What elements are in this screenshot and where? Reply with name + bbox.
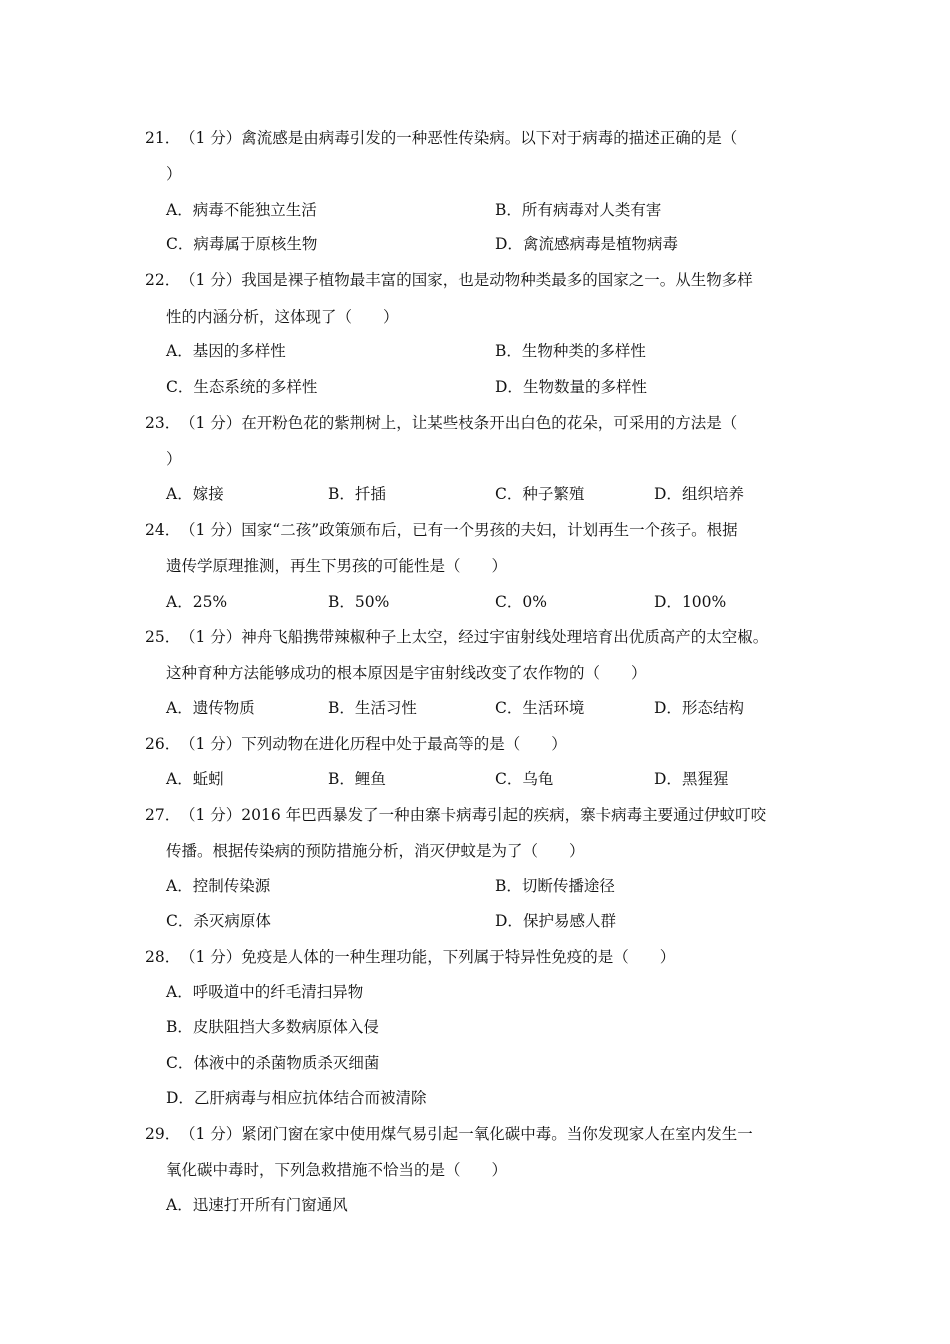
option-d (495, 377, 647, 397)
option-letter: D． (654, 485, 682, 503)
option-b (328, 698, 417, 718)
option-letter: C． (495, 770, 523, 788)
option-text: 鲤鱼 (354, 770, 386, 788)
option-d (654, 484, 744, 504)
option-text: 种子繁殖 (522, 485, 585, 503)
option-letter: B． (166, 1018, 193, 1036)
question-number: 25． (145, 628, 181, 646)
question-stem-line: （1 分）下列动物在进化历程中处于最高等的是（ ） (180, 735, 567, 753)
option-text: 生物种类的多样性 (521, 342, 646, 360)
option-d (654, 769, 728, 789)
option-b (495, 876, 615, 896)
option-text: 黑猩猩 (681, 770, 729, 788)
option-d (495, 234, 678, 254)
option-a (166, 200, 317, 220)
question-number: 29． (145, 1125, 181, 1143)
option-letter: A． (166, 1196, 193, 1214)
option-d (495, 911, 616, 931)
option-text: 蚯蚓 (192, 770, 224, 788)
option-b (328, 484, 386, 504)
option-text: 扦插 (354, 485, 386, 503)
option-text: 皮肤阻挡大多数病原体入侵 (192, 1018, 379, 1036)
option-text: 25% (192, 593, 228, 611)
question-stem-line: 氧化碳中毒时，下列急救措施不恰当的是（ ） (166, 1161, 508, 1179)
option-letter: C． (166, 235, 194, 253)
option-letter: D． (495, 235, 523, 253)
option-text: 呼吸道中的纤毛清扫异物 (192, 983, 364, 1001)
option-letter: A． (166, 770, 193, 788)
option-text: 组织培养 (681, 485, 744, 503)
option-text: 基因的多样性 (192, 342, 286, 360)
question-number: 27． (145, 806, 181, 824)
option-letter: A． (166, 699, 193, 717)
option-text: 嫁接 (192, 485, 224, 503)
option-letter: B． (328, 770, 355, 788)
option-letter: D． (495, 378, 523, 396)
question-stem-line: （1 分）禽流感是由病毒引发的一种恶性传染病。以下对于病毒的描述正确的是（ (180, 129, 738, 147)
question-stem-line: （1 分）2016 年巴西暴发了一种由寨卡病毒引起的疾病，寨卡病毒主要通过伊蚊叮咬 (180, 806, 767, 824)
option-text: 遗传物质 (192, 699, 255, 717)
question-number: 24． (145, 521, 181, 539)
option-letter: B． (495, 342, 522, 360)
option-text: 禽流感病毒是植物病毒 (522, 235, 678, 253)
option-c (166, 377, 317, 397)
option-c (495, 484, 584, 504)
option-text: 切断传播途径 (521, 877, 615, 895)
option-text: 100% (681, 593, 727, 611)
option-a (166, 592, 227, 612)
option-letter: D． (166, 1089, 194, 1107)
option-c (495, 698, 584, 718)
option-letter: D． (654, 593, 682, 611)
option-text: 生物数量的多样性 (522, 378, 647, 396)
question-stem-line: （1 分）免疫是人体的一种生理功能，下列属于特异性免疫的是（ ） (180, 948, 676, 966)
option-letter: C． (166, 378, 194, 396)
option-letter: B． (495, 201, 522, 219)
option-text: 0% (522, 593, 547, 611)
option-letter: D． (495, 912, 523, 930)
option-c (166, 1053, 379, 1073)
question-number: 21． (145, 129, 181, 147)
option-letter: C． (166, 912, 194, 930)
question-stem-line: 性的内涵分析，这体现了（ ） (166, 308, 399, 326)
option-c (166, 911, 271, 931)
option-a (166, 769, 224, 789)
option-text: 50% (354, 593, 390, 611)
option-c (495, 592, 547, 612)
question-number: 23． (145, 414, 181, 432)
option-letter: A． (166, 877, 193, 895)
question-stem-line: ） (166, 450, 182, 468)
option-text: 控制传染源 (192, 877, 271, 895)
option-letter: C． (495, 485, 523, 503)
option-text: 生活习性 (354, 699, 417, 717)
option-a (166, 876, 270, 896)
option-letter: A． (166, 342, 193, 360)
option-b (495, 341, 646, 361)
option-text: 乌龟 (522, 770, 554, 788)
option-c (166, 234, 317, 254)
question-stem-line: （1 分）紧闭门窗在家中使用煤气易引起一氧化碳中毒。当你发现家人在室内发生一 (180, 1125, 753, 1143)
question-number: 28． (145, 948, 181, 966)
option-a (166, 484, 224, 504)
option-letter: D． (654, 770, 682, 788)
question-stem-line: （1 分）国家“二孩”政策颁布后，已有一个男孩的夫妇，计划再生一个孩子。根据 (180, 521, 738, 539)
option-letter: B． (495, 877, 522, 895)
option-letter: C． (166, 1054, 194, 1072)
option-d (654, 698, 744, 718)
option-text: 病毒不能独立生活 (192, 201, 317, 219)
option-a (166, 1195, 348, 1215)
option-letter: A． (166, 983, 193, 1001)
question-stem-line: （1 分）我国是裸子植物最丰富的国家，也是动物种类最多的国家之一。从生物多样 (180, 271, 753, 289)
question-stem-line: （1 分）在开粉色花的紫荆树上，让某些枝条开出白色的花朵，可采用的方法是（ (180, 414, 738, 432)
option-a (166, 341, 286, 361)
question-stem-line: ） (166, 165, 182, 183)
option-letter: C． (495, 699, 523, 717)
option-a (166, 982, 363, 1002)
option-b (328, 769, 386, 789)
option-text: 迅速打开所有门窗通风 (192, 1196, 348, 1214)
option-text: 所有病毒对人类有害 (521, 201, 662, 219)
question-stem-line: 遗传学原理推测，再生下男孩的可能性是（ ） (166, 557, 508, 575)
option-text: 乙肝病毒与相应抗体结合而被清除 (193, 1089, 427, 1107)
option-b (495, 200, 661, 220)
option-a (166, 698, 255, 718)
option-text: 保护易感人群 (522, 912, 616, 930)
question-stem-line: 传播。根据传染病的预防措施分析，消灭伊蚊是为了（ ） (166, 842, 585, 860)
option-letter: B． (328, 485, 355, 503)
question-number: 26． (145, 735, 181, 753)
option-text: 杀灭病原体 (193, 912, 271, 930)
option-text: 病毒属于原核生物 (193, 235, 318, 253)
option-text: 生态系统的多样性 (193, 378, 318, 396)
option-text: 形态结构 (681, 699, 744, 717)
option-d (166, 1088, 426, 1108)
option-b (328, 592, 389, 612)
option-c (495, 769, 553, 789)
option-letter: B． (328, 593, 355, 611)
option-letter: A． (166, 201, 193, 219)
option-letter: D． (654, 699, 682, 717)
question-number: 22． (145, 271, 181, 289)
option-text: 生活环境 (522, 699, 585, 717)
option-letter: B． (328, 699, 355, 717)
option-b (166, 1017, 379, 1037)
option-letter: A． (166, 593, 193, 611)
option-d (654, 592, 726, 612)
option-text: 体液中的杀菌物质杀灭细菌 (193, 1054, 380, 1072)
question-stem-line: （1 分）神舟飞船携带辣椒种子上太空，经过宇宙射线处理培育出优质高产的太空椒。 (180, 628, 769, 646)
question-stem-line: 这种育种方法能够成功的根本原因是宇宙射线改变了农作物的（ ） (166, 664, 647, 682)
option-letter: C． (495, 593, 523, 611)
option-letter: A． (166, 485, 193, 503)
